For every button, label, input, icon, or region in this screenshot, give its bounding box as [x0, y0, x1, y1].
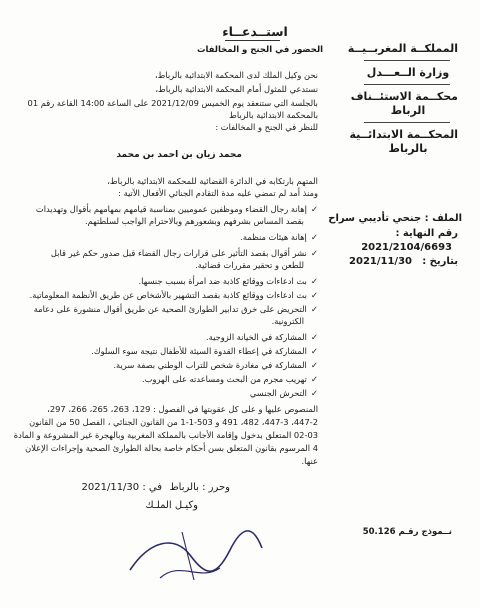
appeal-court-city: الرباط: [390, 104, 426, 117]
charge-text: المشاركة في إعطاء القدوة السيئة للأطفال نتيجة سوء السلوك.: [91, 346, 307, 356]
charge-text: إهانة رجال القضاء وموظفين عموميين بمناسبة قيامهم بمهامهم بأقوال وتهديدات: [35, 204, 307, 214]
charge-continuation: الكترونية.: [271, 316, 304, 326]
check-icon: ✓: [310, 389, 318, 399]
check-icon: ✓: [310, 249, 318, 259]
check-icon: ✓: [310, 375, 318, 385]
charge-item: [250, 388, 318, 399]
header-divider: [364, 122, 450, 123]
charge-item: [240, 232, 318, 243]
header-divider: [364, 84, 450, 85]
ministry-heading: وزارة الــعـــدل: [366, 66, 450, 79]
charge-item: [142, 374, 318, 385]
charge-text: تهريب مجرم من البحث ومساعدته على الهروب.: [142, 374, 307, 384]
charge-text: التحرش الجنسي: [249, 388, 307, 398]
title-underline: [225, 40, 280, 41]
check-icon: ✓: [310, 361, 318, 371]
appeal-court-heading: محكــمة الاستئــناف: [350, 90, 458, 103]
file-date: 2021/11/30: [349, 256, 412, 267]
intro-line: للنظر في الجنح و المخالفات :: [215, 122, 318, 132]
legal-reference-line: 447-2، 447-3، 482، 491 و 503-1-1 من القانون الجنائي ، الفصل 50 من القانون: [29, 417, 318, 427]
check-icon: ✓: [310, 277, 318, 287]
kingdom-heading: المملكــة المغربــيــة: [347, 42, 458, 55]
defendant-name: محمد زيان بن احمد بن محمد: [116, 150, 242, 160]
first-instance-court-heading: المحكــمة الابتدائــية: [349, 128, 458, 141]
charge-item: [30, 290, 318, 301]
legal-reference-line: المنصوص عليها و على كل عقوبتها في الفصول : 129، 263، 265، 266، 297،: [47, 404, 318, 414]
legal-reference-line: 02-03 المتعلق بدخول وإقامة الأجانب بالمملكة المغربية وبالهجرة غير المشروعة و المادة: [13, 430, 318, 440]
date-label: بتاريخ :: [422, 256, 458, 267]
check-icon: ✓: [310, 347, 318, 357]
hearing-line: بالجلسة التي ستنعقد يوم الخميس 2021/12/09 على الساعة 14:00 القاعة رقم 01: [27, 98, 318, 108]
charge-text: المشاركة في مغادرة شخص للتراب الوطني بصفة سرية.: [113, 360, 307, 370]
first-instance-court-city: بالرباط: [388, 142, 428, 155]
final-number-label: رقم النهاية :: [395, 228, 458, 239]
intro-line: نحن وكيل الملك لدى المحكمة الابتدائية بالرباط،: [154, 70, 318, 80]
charge-text: بث ادعاءات ووقائع كاذبة بقصد التشهير بالأشخاص عن طريق الأنظمة المعلوماتية.: [29, 290, 307, 300]
charge-item: [113, 360, 318, 371]
legal-reference-line: 4 المرسوم بقانون المتعلق بسن أحكام خاصة بحالة الطوارئ الصحية وإجراءات الإعلان: [25, 443, 318, 453]
charge-text: التحريض على خرق تدابير الطوارئ الصحية عن طريق أقوال منشورة على دعامة: [33, 304, 307, 314]
check-icon: ✓: [310, 233, 318, 243]
intro-line: بالمحكمة الابتدائية بالرباط: [229, 110, 318, 120]
charge-item: [51, 248, 318, 259]
intro-line: نستدعي للمثول أمام المحكمة الابتدائية بالرباط،: [155, 84, 318, 94]
charge-item: [139, 276, 318, 287]
charge-text: إهانة هيئات منظمة.: [240, 232, 307, 242]
charge-text: المشاركة في الخيانة الزوجية.: [206, 332, 307, 342]
document-subtitle: الحضور في الجنح و المخالفات: [196, 45, 324, 55]
check-icon: ✓: [310, 291, 318, 301]
signer-title: وكيـل الملـك: [145, 500, 198, 511]
final-number: 2021/2104/6693: [361, 242, 452, 253]
check-icon: ✓: [310, 205, 318, 215]
charge-item: [36, 204, 318, 215]
charge-continuation: للطعن و تحقير مقررات قضائية.: [195, 260, 304, 270]
check-icon: ✓: [310, 333, 318, 343]
legal-reference-line: عنها.: [301, 456, 318, 466]
charge-item: [34, 304, 318, 315]
document-title: استــدعــاء: [222, 24, 288, 39]
accusation-line: ومنذ أمد لم تمضي عليه مدة التقادم الجنائي الأفعال الآتية :: [118, 188, 318, 198]
handwritten-signature: [120, 520, 270, 592]
model-number: نــموذج رقـم 50.126: [362, 527, 452, 537]
check-icon: ✓: [310, 305, 318, 315]
charge-text: بث ادعاءات ووقائع كاذبة ضد امرأة بسبب جنسها.: [138, 276, 307, 286]
header-divider: [364, 60, 450, 61]
charge-text: نشر أقوال بقصد التأثير على قرارات رجال القضاء قبل صدور حكم غير قابل: [50, 248, 307, 258]
charge-item: [206, 332, 318, 343]
written-date: في : 2021/11/30: [81, 482, 162, 493]
accusation-line: المتهم بارتكابه في الدائرة القضائية للمحكمة الابتدائية بالرباط،: [107, 176, 318, 186]
charge-continuation: بقصد المساس بشرفهم وبشعورهم وبالاحترام الواجب لسلطتهم.: [85, 216, 304, 226]
written-at: وحرر : بالرباط: [169, 482, 230, 493]
file-type: الملف : جنحي تأديبي سراح: [328, 213, 462, 224]
charge-item: [91, 346, 318, 357]
